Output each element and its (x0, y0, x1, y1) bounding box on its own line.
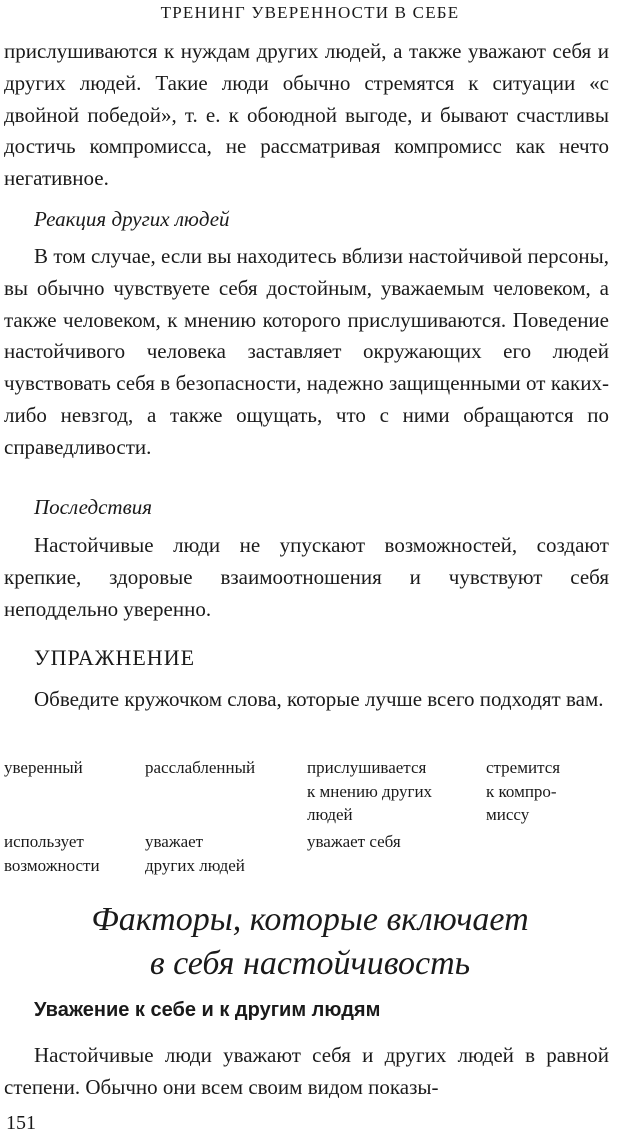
chapter-title-line: в себя настойчивость (149, 945, 471, 982)
word-cell (486, 756, 560, 827)
word-line: к компро- (486, 781, 557, 801)
word-line: уважает (145, 832, 204, 851)
word-line: использует (4, 832, 84, 851)
paragraph-consequences: Настойчивые люди не упускают возможностей, создают крепкие, здоровые взаимоотношения и чувствуют себя неподдельно уверенно. (4, 533, 609, 621)
paragraph-reaction: В том случае, если вы находитесь вблизи настойчивой персоны, вы обычно чувствуете себя достойным, уважаемым человеком, а также человеком, к мнению которого прислушиваются. Поведение настойчивого человека заставляет окружающих его людей чувствовать себя в безопасности, надежно защищенными от каких-либо невзгод, а также ощущать, что с ними обращаются по справедливости. (4, 244, 609, 459)
word-cell: расслабленный (145, 758, 256, 777)
word-line: возможности (4, 855, 100, 875)
word-line: людей (307, 805, 353, 824)
page-number: 151 (6, 1112, 36, 1134)
paragraph-continued: прислушиваются к нуждам других людей, а также уважают себя и других людей. Такие люди обычно стремятся к ситуации «с двойной победой», т. е. к обоюдной выгоде, и бывают счастливы достичь компромисса, не рассматривая компромисс как нечто негативное. (4, 39, 609, 191)
subheading-consequences: Последствия (34, 495, 152, 519)
word-cell (4, 830, 100, 877)
word-cell: уважает себя (307, 832, 401, 851)
chapter-title-line: Факторы, которые включает (91, 901, 529, 938)
subheading-reaction: Реакция других людей (34, 207, 230, 231)
word-line: прислушивается (307, 758, 427, 777)
section-heading: Уважение к себе и к другим людям (34, 999, 381, 1021)
word-cell (307, 756, 432, 827)
exercise-instruction: Обведите кружочком слова, которые лучше всего подходят вам. (34, 687, 604, 711)
word-line: других людей (145, 855, 245, 875)
exercise-title: УПРАЖНЕНИЕ (34, 645, 196, 670)
word-line: стремится (486, 758, 561, 777)
paragraph-respect: Настойчивые люди уважают себя и других людей в равной степени. Обычно они всем своим видом показы- (4, 1043, 609, 1099)
word-cell: уверенный (4, 758, 83, 777)
word-line: миссу (486, 805, 530, 824)
running-head: ТРЕНИНГ УВЕРЕННОСТИ В СЕБЕ (160, 3, 460, 22)
word-line: к мнению других (307, 781, 433, 801)
chapter-title (0, 898, 620, 986)
word-cell (145, 830, 245, 877)
